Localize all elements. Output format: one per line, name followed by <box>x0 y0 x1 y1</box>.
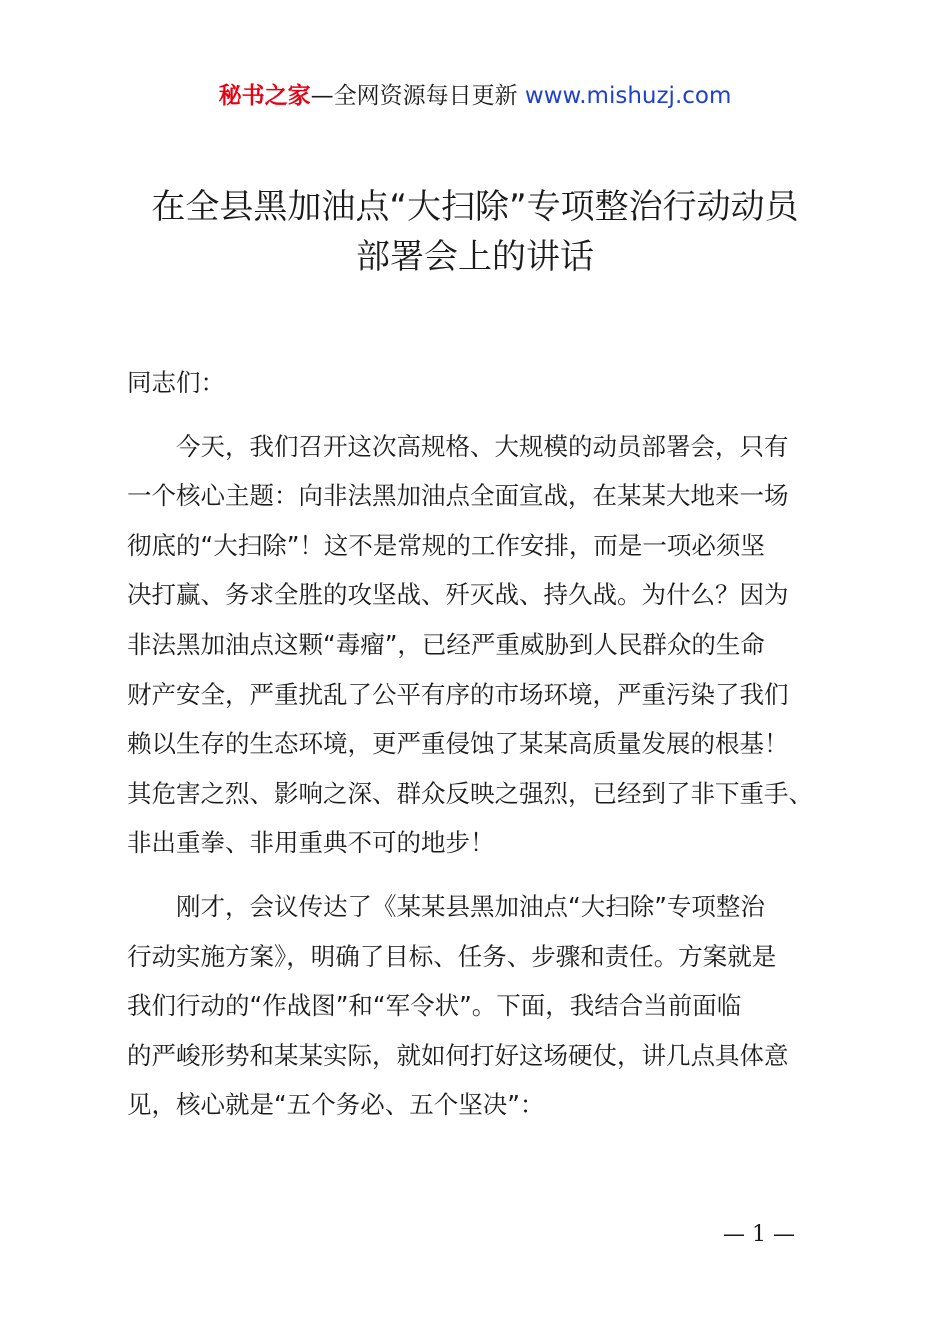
document-title <box>120 182 830 282</box>
paragraph-line: 财产安全，严重扰乱了公平有序的市场环境，严重污染了我们 <box>127 679 789 709</box>
salutation: 同志们： <box>127 368 225 397</box>
paragraph-line: 刚才，会议传达了《某某县黑加油点“大扫除”专项整治 <box>176 891 765 921</box>
paragraph-line: 彻底的“大扫除”！这不是常规的工作安排，而是一项必须坚 <box>127 530 765 560</box>
paragraph-line: 的严峻形势和某某实际，就如何打好这场硬仗，讲几点具体意 <box>127 1040 789 1070</box>
paragraph-line: 其危害之烈、影响之深、群众反映之强烈，已经到了非下重手、 <box>127 778 813 808</box>
paragraph-line: 一个核心主题：向非法黑加油点全面宣战，在某某大地来一场 <box>127 481 789 511</box>
header-tagline: —全网资源每日更新 <box>310 83 525 109</box>
paragraph-2 <box>127 882 837 1130</box>
paragraph-1 <box>127 422 837 868</box>
header-url-link[interactable]: www.mishuzj.com <box>524 83 732 109</box>
paragraph-line: 我们行动的“作战图”和“军令状”。下面，我结合当前面临 <box>127 991 742 1021</box>
header-brand: 秘书之家 <box>218 83 311 109</box>
paragraph-line: 赖以生存的生态环境，更严重侵蚀了某某高质量发展的根基！ <box>127 729 789 759</box>
site-header <box>0 80 950 112</box>
paragraph-line: 非法黑加油点这颗“毒瘤”，已经严重威胁到人民群众的生命 <box>127 629 765 659</box>
paragraph-line: 今天，我们召开这次高规格、大规模的动员部署会，只有 <box>176 431 789 461</box>
title-line: 在全县黑加油点“大扫除”专项整治行动动员 <box>151 187 799 227</box>
paragraph-line: 行动实施方案》，明确了目标、任务、步骤和责任。方案就是 <box>127 941 777 971</box>
title-line: 部署会上的讲话 <box>356 237 594 277</box>
document-body <box>127 358 837 1144</box>
paragraph-line: 非出重拳、非用重典不可的地步！ <box>127 828 495 858</box>
paragraph-line: 见，核心就是“五个务必、五个坚决”： <box>127 1090 545 1120</box>
paragraph-line: 决打赢、务求全胜的攻坚战、歼灭战、持久战。为什么？因为 <box>127 580 789 610</box>
page-number: — 1 — <box>723 1222 795 1247</box>
